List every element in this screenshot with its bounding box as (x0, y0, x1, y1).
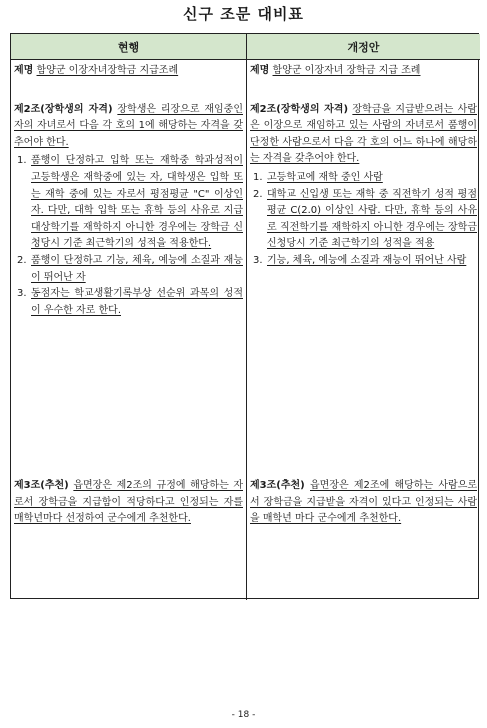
header-proposed: 개정안 (247, 34, 480, 60)
list-item: 1. 고등학교에 재학 중인 사람 (250, 170, 477, 187)
current-art2-text: 장학생은 리장으로 재임중인 자의 자녀로서 다음 각 호의 1에 해당하는 자격을 갖추어야 한다. (14, 103, 243, 148)
list-item: 3. 기능, 체육, 예능에 소질과 재능이 뛰어난 사람 (250, 253, 477, 270)
list-item: 3. 동점자는 학교생활기록부상 선순위 과목의 성적이 우수한 자로 한다. (14, 286, 243, 319)
comparison-table (10, 33, 479, 599)
document-title: 신구 조문 대비표 (183, 5, 304, 23)
proposed-title-text: 함양군 이장자녀 장학금 지급 조례 (272, 65, 421, 76)
proposed-item-1: 고등학교에 재학 중인 사람 (267, 171, 383, 183)
current-art2-heading: 제2조(장학생의 자격) (14, 103, 113, 115)
current-item-1: 품행이 단정하고 입학 또는 재학중 학과성적이 고등학생은 재학중에 있는 자, 대학생은 입학 또는 재학 중에 있는 자로서 평점평균 "C" 이상인 자. 다만, 대학 입학 또는 휴학 등의 사유로 지급대상학기를 재학하지 아니한 경우에는 장학금 신청당시 기준 최근학기의 성적을 적용한다. (31, 155, 243, 250)
proposed-art2-items (250, 170, 477, 270)
current-title-text: 함양군 이장자녀장학금 지급조례 (36, 65, 179, 76)
proposed-title-label: 제명 (250, 65, 270, 76)
proposed-art2-text: 장학금을 지급받으려는 사람은 이장으로 재임하고 있는 사람의 자녀로서 품행이 단정한 사람으로서 다음 각 호의 어느 하나에 해당하는 자격을 갖추어야 한다. (250, 103, 477, 165)
proposed-art3-heading: 제3조(추천) (250, 480, 305, 491)
current-article-3 (14, 478, 243, 528)
current-item-3: 동점자는 학교생활기록부상 선순위 과목의 성적이 우수한 자로 한다. (31, 288, 243, 316)
proposed-art2-heading: 제2조(장학생의 자격) (250, 103, 349, 115)
current-title-row (14, 63, 243, 80)
current-art3-heading: 제3조(추천) (14, 480, 69, 491)
proposed-title-row (250, 63, 477, 80)
current-title-label: 제명 (14, 65, 34, 76)
proposed-art3-text: 읍면장은 제2조에 해당하는 사람으로서 장학금을 지급받을 자격이 있다고 인정되는 사람을 매학년 마다 군수에게 추천한다. (250, 480, 477, 525)
current-article-2 (14, 102, 243, 152)
current-art2-items (14, 153, 243, 319)
proposed-article-2 (250, 102, 477, 168)
page-number: - 18 - (231, 710, 256, 720)
list-item: 2. 대학교 신입생 또는 재학 중 직전학기 성적 평점평균 C(2.0) 이상인 사람. 다만, 휴학 등의 사유로 직전학기를 재학하지 아니한 경우에는 장학금 신청당시 기준 최근학기의 성적을 적용 (250, 187, 477, 253)
list-item: 1. 품행이 단정하고 입학 또는 재학중 학과성적이 고등학생은 재학중에 있는 자, 대학생은 입학 또는 재학 중에 있는 자로서 평점평균 "C" 이상인 자. 다만, 대학 입학 또는 휴학 등의 사유로 지급대상학기를 재학하지 아니한 경우에는 장학금 신청당시 기준 최근학기의 성적을 적용한다. (14, 153, 243, 253)
proposed-item-2: 대학교 신입생 또는 재학 중 직전학기 성적 평점평균 C(2.0) 이상인 사람. 다만, 휴학 등의 사유로 직전학기를 재학하지 아니한 경우에는 장학금 신청당시 기준 최근학기의 성적을 적용 (267, 188, 477, 250)
proposed-column (247, 60, 480, 600)
header-current: 현행 (11, 34, 247, 60)
current-art3-text: 읍면장은 제2조의 규정에 해당하는 자로서 장학금을 지급함이 적당하다고 인정되는 자를 매학년마다 선정하여 군수에게 추천한다. (14, 480, 243, 525)
current-item-2: 품행이 단정하고 기능, 체육, 예능에 소질과 재능이 뛰어난 자 (31, 254, 243, 283)
proposed-item-3: 기능, 체육, 예능에 소질과 재능이 뛰어난 사람 (267, 254, 467, 266)
proposed-article-3 (250, 478, 477, 528)
current-column (11, 60, 247, 600)
list-item: 2. 품행이 단정하고 기능, 체육, 예능에 소질과 재능이 뛰어난 자 (14, 253, 243, 286)
